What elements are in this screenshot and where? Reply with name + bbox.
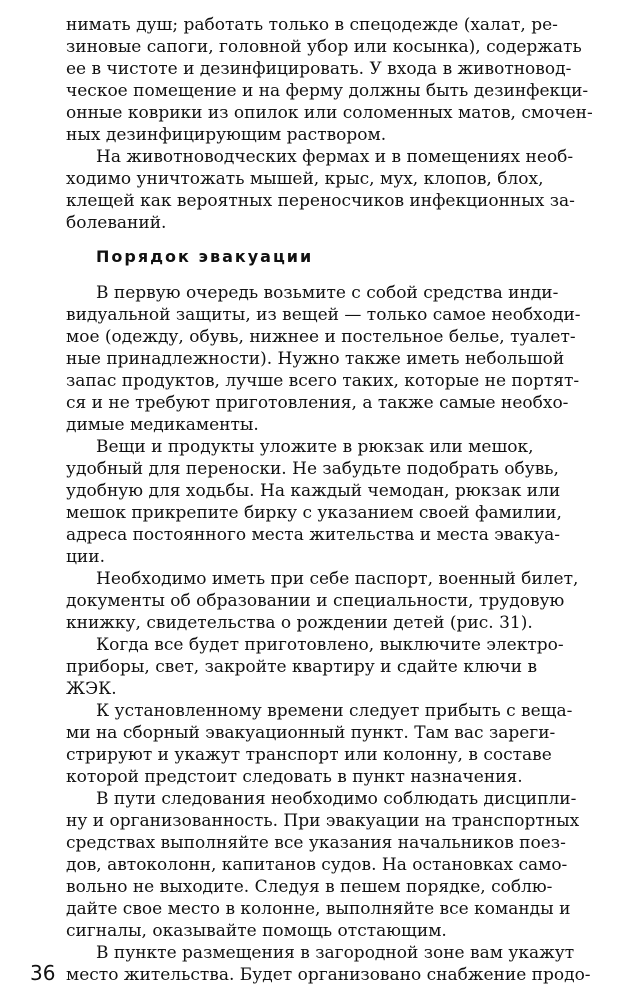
paragraph-evacuation-4 <box>66 634 580 700</box>
paragraph-evacuation-2 <box>66 436 580 568</box>
text-line: ные принадлежности). Нужно также иметь небольшой <box>66 349 565 369</box>
text-line: К установленному времени следует прибыть с веща- <box>96 701 573 721</box>
text-line: В пункте размещения в загородной зоне вам укажут <box>96 943 575 963</box>
paragraph-evacuation-6 <box>66 788 580 942</box>
text-line: ЖЭК. <box>66 679 117 699</box>
text-line: ческое помещение и на ферму должны быть дезинфекци- <box>66 81 589 101</box>
text-line: нимать душ; работать только в спецодежде (халат, ре- <box>66 15 558 35</box>
text-line: мое (одежду, обувь, нижнее и постельное белье, туалет- <box>66 327 576 347</box>
paragraph-evacuation-5 <box>66 700 580 788</box>
text-line: зиновые сапоги, головной убор или косынка), содержать <box>66 37 582 57</box>
text-line: запас продуктов, лучше всего таких, которые не портят- <box>66 371 580 391</box>
text-line: ходимо уничтожать мышей, крыс, мух, клопов, блох, <box>66 169 544 189</box>
text-line: онные коврики из опилок или соломенных матов, смочен- <box>66 103 593 123</box>
text-line: вольно не выходите. Следуя в пешем порядке, соблю- <box>66 877 553 897</box>
section-heading: Порядок эвакуации <box>96 247 314 266</box>
text-line: удобный для переноски. Не забудьте подобрать обувь, <box>66 459 559 479</box>
text-line: На животноводческих фермах и в помещениях необ- <box>96 147 574 167</box>
text-line: В первую очередь возьмите с собой средства инди- <box>96 283 559 303</box>
paragraph-pest-control <box>66 146 580 234</box>
text-line: ся и не требуют приготовления, а также самые необхо- <box>66 393 569 413</box>
paragraph-evacuation-3 <box>66 568 580 634</box>
text-line: дайте свое место в колонне, выполняйте все команды и <box>66 899 571 919</box>
page-number: 36 <box>30 961 56 985</box>
text-line: адреса постоянного места жительства и места эвакуа- <box>66 525 560 545</box>
paragraph-evacuation-7 <box>66 942 591 986</box>
text-line: ну и организованность. При эвакуации на транспортных <box>66 811 580 831</box>
text-line: дов, автоколонн, капитанов судов. На остановках само- <box>66 855 568 875</box>
text-line: Когда все будет приготовлено, выключите электро- <box>96 635 564 655</box>
text-line: сигналы, оказывайте помощь отстающим. <box>66 921 447 941</box>
text-line: мешок прикрепите бирку с указанием своей фамилии, <box>66 503 562 523</box>
text-line: болеваний. <box>66 213 167 233</box>
text-line: Необходимо иметь при себе паспорт, военный билет, <box>96 569 579 589</box>
text-line: ции. <box>66 547 105 567</box>
text-line: ее в чистоте и дезинфицировать. У входа в животновод- <box>66 59 572 79</box>
text-line: димые медикаменты. <box>66 415 259 435</box>
text-line: которой предстоит следовать в пункт назначения. <box>66 767 523 787</box>
text-line: документы об образовании и специальности, трудовую <box>66 591 565 611</box>
text-line: стрируют и укажут транспорт или колонну, в составе <box>66 745 552 765</box>
text-line: приборы, свет, закройте квартиру и сдайте ключи в <box>66 657 538 677</box>
text-line: книжку, свидетельства о рождении детей (рис. 31). <box>66 613 533 633</box>
text-line: средствах выполняйте все указания начальников поез- <box>66 833 566 853</box>
paragraph-continued <box>66 14 593 146</box>
text-line: удобную для ходьбы. На каждый чемодан, рюкзак или <box>66 481 561 501</box>
text-line: Вещи и продукты уложите в рюкзак или мешок, <box>96 437 534 457</box>
paragraph-evacuation-1 <box>66 282 580 436</box>
text-line: клещей как вероятных переносчиков инфекционных за- <box>66 191 575 211</box>
text-line: ми на сборный эвакуационный пункт. Там вас зареги- <box>66 723 556 743</box>
text-line: место жительства. Будет организовано снабжение продо- <box>66 965 591 985</box>
text-line: В пути следования необходимо соблюдать дисципли- <box>96 789 577 809</box>
text-line: видуальной защиты, из вещей — только самое необходи- <box>66 305 581 325</box>
text-line: ных дезинфицирующим раствором. <box>66 125 387 145</box>
